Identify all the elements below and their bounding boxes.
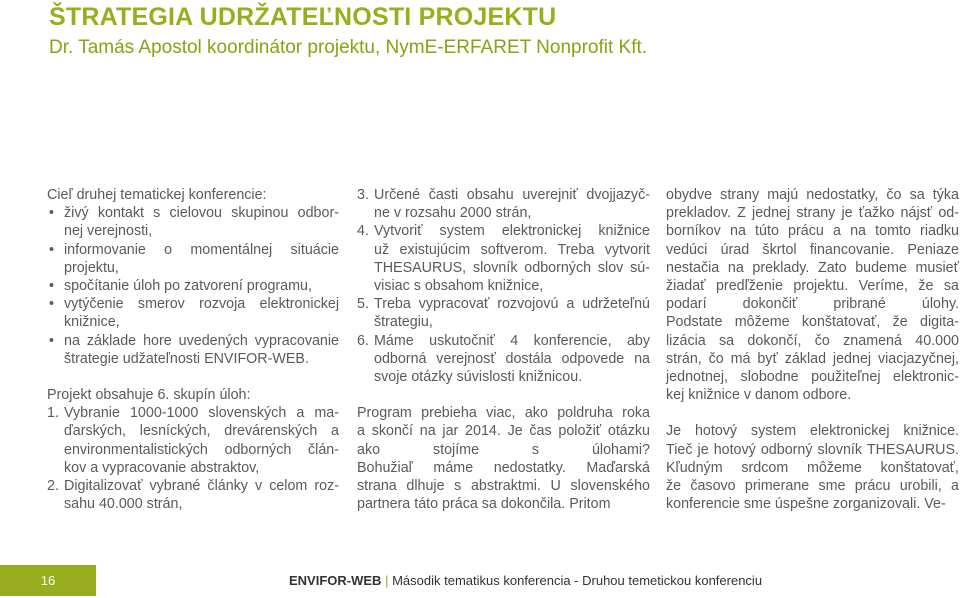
- paragraph-line: konferencie sme úspešne zorganizovali. Ve-: [666, 496, 946, 513]
- bullet-marker: •: [49, 205, 55, 222]
- task-item: [47, 477, 339, 513]
- task-item: [357, 222, 650, 295]
- task-text: svoje otázky súvislosti knižnicou.: [374, 369, 583, 386]
- paragraph-line: strana dlhuje s abstraktmi. U slovenského: [357, 478, 650, 495]
- spacer: [47, 368, 339, 386]
- task-item: [357, 332, 650, 387]
- task-number: 4.: [357, 223, 369, 240]
- spacer: [357, 386, 650, 404]
- task-text: Digitalizovať vybrané články v celom roz-: [64, 478, 339, 495]
- paragraph-line: podarí dokončiť pribrané úlohy.: [666, 296, 959, 313]
- paragraph-line: Tieč je hotový odborný slovník THESAURUS.: [666, 441, 959, 458]
- list-item: [47, 332, 339, 368]
- task-item: [357, 186, 650, 222]
- paragraph-line: partnera táto práca sa dokončila. Pritom: [357, 496, 611, 513]
- bullet-marker: •: [49, 296, 55, 313]
- list-item-text: štrategie udžateľnosti ENVIFOR-WEB.: [64, 350, 309, 367]
- bullet-marker: •: [49, 241, 55, 258]
- paragraph-line: jednotnej, slobodne použiteľnej elektronic-: [666, 369, 959, 386]
- list-item-text: spočítanie úloh po zatvorení programu,: [64, 278, 312, 295]
- list-item-text: knižnice,: [64, 314, 120, 331]
- footer-conference-text: Második tematikus konferencia - Druhou temetickou konferenciu: [392, 573, 763, 588]
- list-item-text: informovanie o momentálnej situácie: [64, 241, 339, 258]
- task-text: odborná verejnosť dostála odpovede na: [374, 350, 650, 367]
- tasks-intro: Projekt obsahuje 6. skupín úloh:: [47, 387, 251, 404]
- paragraph-line: že časovo primerane sme prácu urobili, a: [666, 478, 959, 495]
- paragraph-line: vedúci úrad škrtol financovanie. Peniaze: [666, 241, 959, 258]
- task-text: Určené časti obsahu uverejniť dvojjazyč-: [374, 187, 650, 203]
- task-number: 5.: [357, 296, 369, 313]
- list-item-text: nej verejnosti,: [64, 223, 153, 240]
- task-number: 1.: [47, 405, 59, 422]
- column-3: [666, 186, 959, 513]
- paragraph-line: žiadať predľženie projektu. Veríme, že sa: [666, 278, 959, 295]
- paragraph-line: Je hotový system elektronickej knižnice.: [666, 423, 959, 440]
- paragraph-line: obydve strany majú nedostatky, čo sa týka: [666, 187, 959, 203]
- list-item-text: živý kontakt s cielovou skupinou odbor-: [64, 205, 339, 222]
- footer-separator: |: [385, 573, 389, 588]
- page-number: 16: [40, 573, 56, 588]
- list-item-text: na základe hore uvedených vypracovanie: [64, 332, 339, 349]
- paragraph-line: Kľudným srdcom môžeme konštatovať,: [666, 459, 959, 476]
- page-subtitle: Dr. Tamás Apostol koordinátor projektu, NymE-ERFARET Nonprofit Kft.: [49, 37, 648, 58]
- task-text: Vybranie 1000-1000 slovenských a ma-: [64, 405, 339, 422]
- list-item: [47, 295, 339, 331]
- task-item: [357, 295, 650, 331]
- task-text: Treba vypracovať rozvojovú a udržeteľnú: [374, 296, 650, 313]
- column-2: [357, 186, 650, 513]
- task-item: [47, 404, 339, 477]
- task-number: 3.: [357, 187, 369, 203]
- bullet-marker: •: [49, 332, 55, 349]
- section-intro: Cieľ druhej tematickej konferencie:: [47, 187, 267, 203]
- paragraph-line: prekladov. Z jednej strany je ťažko nájsť od-: [666, 205, 959, 222]
- task-text: ďarských, lesníckých, drevárenských a: [64, 423, 339, 440]
- paragraph-line: lizácia sa dokončí, čo znamená 40.000: [666, 332, 959, 349]
- task-text: sahu 40.000 strán,: [64, 496, 183, 513]
- task-text: environmentalistických odborných člán-: [64, 441, 339, 458]
- list-item: [47, 204, 339, 240]
- list-item-text: vytýčenie smerov rozvoja elektronickej: [64, 296, 339, 313]
- bullet-marker: •: [49, 278, 55, 295]
- paragraph-line: a skončí na jar 2014. Je čas položiť otázku: [357, 423, 650, 440]
- task-text: Vytvoriť system elektronickej knižnice: [374, 223, 650, 240]
- column-1: [47, 186, 339, 513]
- footer-brand: ENVIFOR-WEB: [289, 573, 382, 588]
- task-text: štrategiu,: [374, 314, 433, 331]
- spacer: [666, 404, 959, 422]
- task-text: visiac s obsahom knižnice,: [374, 278, 544, 295]
- footer-caption: [289, 565, 762, 596]
- paragraph-line: Bohužiaľ máme nedostatky. Maďarská: [357, 459, 650, 476]
- list-item-text: projektu,: [64, 259, 119, 276]
- paragraph-line: strán, čo má byť základ jednej viacjazyčnej,: [666, 350, 959, 367]
- paragraph-line: Podstate môžeme konštatovať, že digita-: [666, 314, 959, 331]
- paragraph-line: borníkov na túto prácu a na tomto riadku: [666, 223, 959, 240]
- paragraph-line: Program prebieha viac, ako poldruha roka: [357, 405, 650, 422]
- list-item: [47, 241, 339, 277]
- paragraph-line: kej knižnice v danom odbore.: [666, 387, 852, 404]
- list-item: [47, 277, 339, 295]
- task-text: ne v rozsahu 2000 strán,: [374, 205, 532, 222]
- task-text: THESAURUS, slovník odborných slov sú-: [374, 259, 650, 276]
- paragraph-line: ako stojíme s úlohami?: [357, 441, 650, 458]
- task-text: Máme uskutočniť 4 konferencie, aby: [374, 332, 650, 349]
- task-text: už existujúcim softverom. Treba vytvorit: [374, 241, 650, 258]
- paragraph-line: nestačia na preklady. Zato budeme musieť: [666, 259, 959, 276]
- page-title: ŠTRATEGIA UDRŽATEĽNOSTI PROJEKTU: [49, 3, 557, 31]
- task-text: kov a vypracovanie abstraktov,: [64, 459, 260, 476]
- task-number: 2.: [47, 478, 59, 495]
- task-number: 6.: [357, 332, 369, 349]
